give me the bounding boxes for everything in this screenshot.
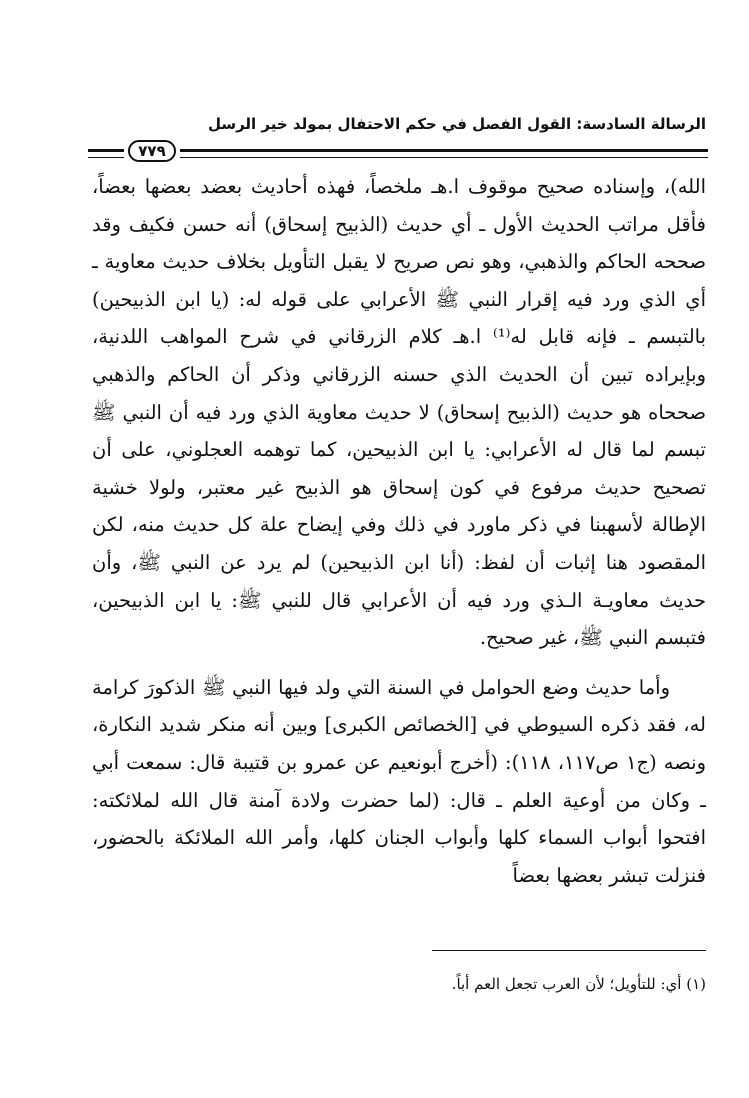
header-rule [88, 140, 708, 162]
paragraph-2: وأما حديث وضع الحوامل في السنة التي ولد فيها النبي ﷺ الذكورَ كرامة له، فقد ذكره السيوطي في [الخصائص الكبرى] وبين أنه منكر شديد النكارة، ونصه (ج١ ص١١٧، ١١٨): (أخرج أبونعيم عن عمرو بن قتيبة قال: سمعت أبي ـ وكان من أوعية العلم ـ قال: (لما حضرت ولادة آمنة قال الله لملائكته: افتحوا أبواب السماء كلها وأبواب الجنان كلها، وأمر الله الملائكة بالحضور، فنزلت تبشر بعضها بعضاً [92, 675, 707, 887]
footnote: (١) أي: للتأويل؛ لأن العرب تجعل العم أباً. [451, 975, 706, 993]
header-rule-left-segment [88, 149, 124, 158]
footnote-separator [432, 950, 706, 951]
paragraph-1: الله)، وإسناده صحيح موقوف ا.هـ ملخصاً، فهذه أحاديث بعضد بعضها بعضاً، فأقل مراتب الحديث الأول ـ أي حديث (الذبيح إسحاق) أنه حسن فكيف وقد صححه الحاكم والذهبي، وهو نص صريح لا يقبل التأويل بخلاف حديث معاوية ـ أي الذي ورد فيه إقرار النبي ﷺ الأعرابي على قوله له: (يا ابن الذبيحين) بالتبسم ـ فإنه قابل له⁽¹⁾ ا.هـ كلام الزرقاني في شرح المواهب اللدنية، وبإيراده تبين أن الحديث الذي حسنه الزرقاني وذكر أن الحاكم والذهبي صححاه هو حديث (الذبيح إسحاق) لا حديث معاوية الذي ورد فيه أن النبي ﷺ تبسم لما قال له الأعرابي: يا ابن الذبيحين، كما توهمه العجلوني، على أن تصحيح حديث مرفوع في كون إسحاق هو الذبيح غير معتبر، ولولا خشية الإطالة لأسهبنا في ذكر ماورد في ذلك وفي إيضاح علة كل حديث منه، لكن المقصود هنا إثبات أن لفظ: (أنا ابن الذبيحين) لم يرد عن النبي ﷺ، وأن حديث معاويـة الـذي ورد فيه أن الأعرابي قال للنبي ﷺ: يا ابن الذبيحين، فتبسم النبي ﷺ، غير صحيح. [92, 175, 707, 650]
header-rule-right-segment [180, 149, 708, 158]
page-number: ٧٧٩ [128, 140, 176, 162]
main-text [92, 168, 706, 894]
running-header-title: الرسالة السادسة: القول الفصل في حكم الاحتفال بمولد خير الرسل [207, 115, 706, 133]
